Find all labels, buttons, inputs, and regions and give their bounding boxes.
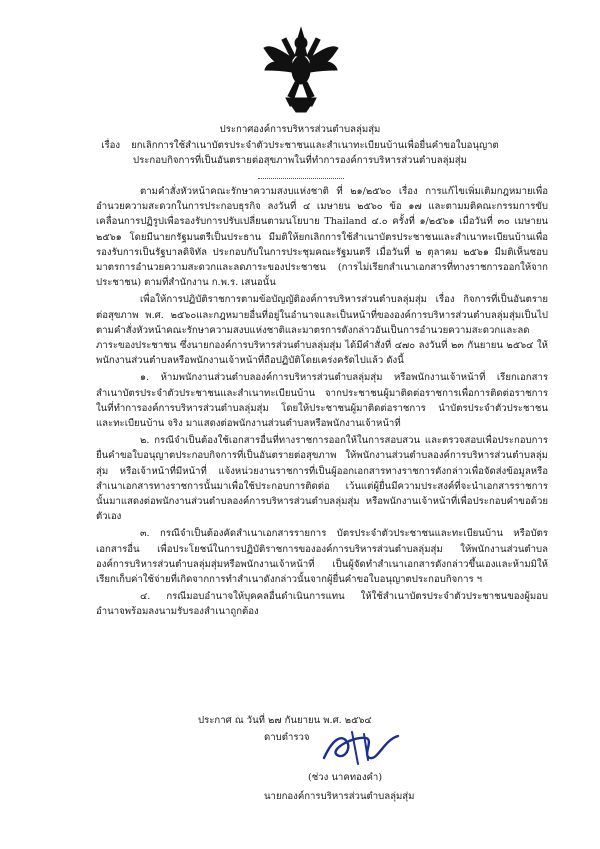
- list-item-4: ๔. กรณีมอบอำนาจให้บุคคลอื่นดำเนินการแทน ให้ใช้สำเนาบัตรประจำตัวประชาชนของผู้มอบอำนาจพร้อมลงนามรับรองสำเนาถูกต้อง: [96, 591, 548, 618]
- signer-name: (ช่วง นาคทองคำ): [308, 772, 383, 783]
- announcement-title: ประกาศองค์การบริหารส่วนตำบลลุ่มสุ่ม: [219, 124, 381, 135]
- paragraph-1: ตามคำสั่งหัวหน้าคณะรักษาความสงบแห่งชาติ ที่ ๒๑/๒๕๖๐ เรื่อง การแก้ไขเพิ่มเติมกฎหมายเพื่ออำนวยความสะดวกในการประกอบธุรกิจ ลงวันที่ ๔ เมษายน ๒๕๖๐ ข้อ ๑๗ และตามมติคณะกรรมการขับเคลื่อนการปฏิรูปเพื่อรองรับการปรับเปลี่ยนตามนโยบาย Thailand ๔.๐ ครั้งที่ ๑/๒๕๖๑ เมื่อวันที่ ๓๐ เมษายน ๒๕๖๑ โดยมีนายกรัฐมนตรีเป็นประธาน มีมติให้ยกเลิกการใช้สำเนาบัตรประชาชนและสำเนาทะเบียนบ้านเพื่อรองรับการเป็นรัฐบาลดิจิทัล ประกอบกับในการประชุมคณะรัฐมนตรี เมื่อวันที่ ๒ ตุลาคม ๒๕๖๑ มีมติเห็นชอบมาตรการอำนวยความสะดวกและลดภาระของประชาชน (การไม่เรียกสำเนาเอกสารที่ทางราชการออกให้จากประชาชน) ตามที่สำนักงาน ก.พ.ร. เสนอนั้น: [96, 186, 548, 289]
- signer-position: นายกองค์การบริหารส่วนตำบลลุ่มสุ่ม: [264, 791, 415, 802]
- signer-rank: ดาบตำรวจ: [264, 732, 310, 743]
- subject-label: เรื่อง: [101, 139, 121, 151]
- handwritten-signature-icon: [314, 730, 404, 766]
- announcement-header: [60, 122, 540, 169]
- list-item-3: ๓. กรณีจำเป็นต้องคัดสำเนาเอกสารรายการ บัตรประจำตัวประชาชนและทะเบียนบ้าน หรือบัตรเอกสารอื่น เพื่อประโยชน์ในการปฏิบัติราชการขององค์การบริหารส่วนตำบลลุ่มสุ่ม ให้พนักงานส่วนตำบลองค์การบริหารส่วนตำบลลุ่มสุ่มหรือพนักงานเจ้าหน้าที่ เป็นผู้จัดทำสำเนาเอกสารดังกล่าวขึ้นเองและห้ามมิให้เรียกเก็บค่าใช้จ่ายที่เกิดจากการทำสำเนาดังกล่าวนั้นจากผู้ยื่นคำขอใบอนุญาตประกอบกิจการ ฯ: [96, 528, 548, 586]
- announcement-date: ประกาศ ณ วันที่ ๒๗ กันยายน พ.ศ. ๒๕๖๔: [198, 715, 372, 726]
- list-item-2: ๒. กรณีจำเป็นต้องใช้เอกสารอื่นที่ทางราชการออกให้ในการสอบสวน และตรวจสอบเพื่อประกอบการยื่นคำขอใบอนุญาตประกอบกิจการที่เป็นอันตรายต่อสุขภาพ ให้พนักงานส่วนตำบลองค์การบริหารส่วนตำบลลุ่มสุ่ม หรือเจ้าหน้าที่มีหน้าที่ แจ้งหน่วยงานราชการที่เป็นผู้ออกเอกสารทางราชการดังกล่าวเพื่อจัดส่งข้อมูลหรือสำเนาเอกสารทางราชการนั้นมาเพื่อใช้ประกอบการติดต่อ เว้นแต่ผู้ยื่นมีความประสงค์ที่จะนำเอกสารราชการนั้นมาแสดงต่อพนักงานส่วนตำบลองค์การบริหารส่วนตำบลลุ่มสุ่ม หรือพนักงานเจ้าหน้าที่เพื่อประกอบคำขอด้วยตัวเอง: [96, 435, 548, 523]
- paragraph-2: เพื่อให้การปฏิบัติราชการตามข้อบัญญัติองค์การบริหารส่วนตำบลลุ่มสุ่ม เรื่อง กิจการที่เป็นอันตรายต่อสุขภาพ พ.ศ. ๒๕๖๐และกฎหมายอื่นที่อยู่ในอำนาจและเป็นหน้าที่ขององค์การบริหารส่วนตำบลลุ่มสุ่มเป็นไป ตามคำสั่งหัวหน้าคณะรักษาความสงบแห่งชาติและมาตรการดังกล่าวอันเป็นการอำนวยความสะดวกและลดภาระของประชาชน ซึ่งนายกองค์การบริหารส่วนตำบลลุ่มสุ่ม ได้มีคำสั่งที่ ๔๗๐ ลงวันที่ ๒๓ กันยายน ๒๕๖๔ ให้พนักงานส่วนตำบลหรือพนักงานเจ้าหน้าที่ถือปฏิบัติโดยเคร่งครัดไปแล้ว ดังนี้: [96, 294, 548, 367]
- header-divider: [258, 178, 344, 179]
- subject-text-line1: ยกเลิกการใช้สำเนาบัตรประจำตัวประชาชนและสำเนาทะเบียนบ้านเพื่อยื่นคำขอใบอนุญาต: [131, 139, 499, 151]
- garuda-emblem-icon: [262, 26, 340, 114]
- subject-text-line2: ประกอบกิจการที่เป็นอันตรายต่อสุขภาพในที่ทำการองค์การบริหารส่วนตำบลลุ่มสุ่ม: [133, 155, 467, 166]
- subject-line: [60, 138, 540, 154]
- list-item-1: ๑. ห้ามพนักงานส่วนตำบลองค์การบริหารส่วนตำบลลุ่มสุ่ม หรือพนักงานเจ้าหน้าที่ เรียกเอกสารสำเนาบัตรประจำตัวประชาชนและสำเนาทะเบียนบ้าน จากประชาชนผู้มาติดต่อราชการเพื่อการติดต่อราชการ ในที่ทำการองค์การบริหารส่วนตำบลลุ่มสุ่ม โดยให้ประชาชนผู้มาติดต่อราชการ นำบัตรประจำตัวประชาชน และทะเบียนบ้าน จริง มาแสดงต่อพนักงานส่วนตำบลหรือพนักงานเจ้าหน้าที่: [96, 372, 548, 430]
- announcement-body: [96, 184, 548, 622]
